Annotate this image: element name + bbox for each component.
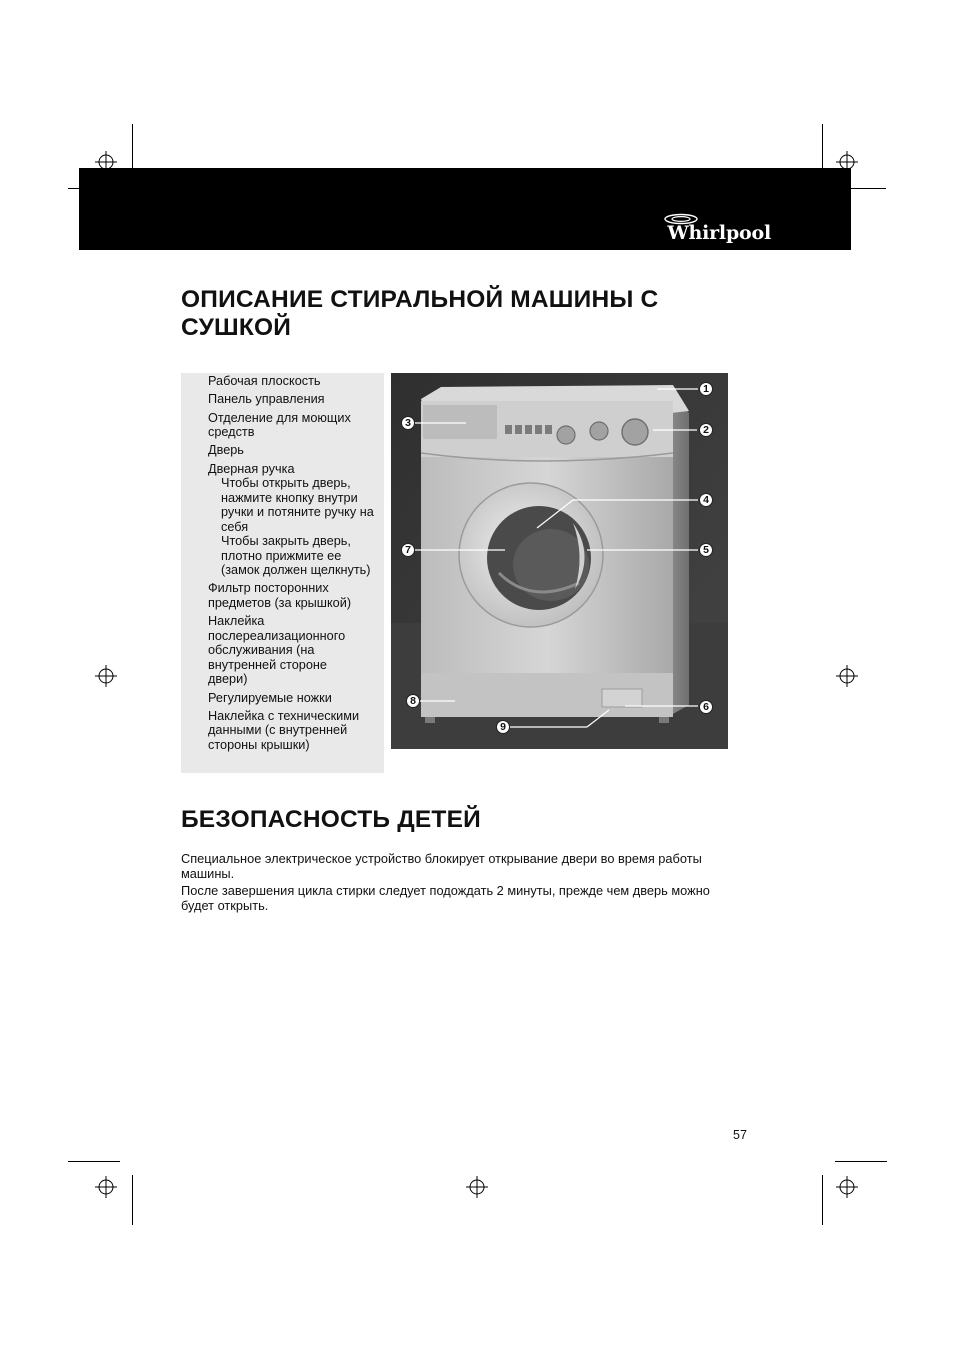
- crop-mark-bottom-left-horizontal: [68, 1161, 120, 1162]
- callout-2: 2: [699, 423, 713, 437]
- registration-mark-icon: [836, 1176, 858, 1198]
- washing-machine-illustration: [391, 373, 728, 749]
- legend-item-label: Рабочая плоскость: [208, 374, 321, 388]
- legend-item: [208, 374, 384, 389]
- washing-machine-photo: [391, 373, 728, 749]
- legend-item-label: Панель управления: [208, 392, 325, 407]
- registration-mark-icon: [95, 665, 117, 687]
- whirlpool-swoosh-icon: [663, 213, 699, 225]
- page-number: 57: [733, 1128, 747, 1142]
- legend-item-label: Наклейка с техническими данными (с внутренней стороны крышки): [208, 708, 360, 752]
- legend-item-label: Регулируемые ножки: [208, 690, 332, 705]
- section-title-description: [181, 286, 658, 342]
- legend-item: [208, 443, 384, 458]
- crop-mark-bottom-left-vertical: [132, 1175, 133, 1225]
- child-safety-paragraph-1: Специальное электрическое устройство блокирует открывание двери во время работы машины.: [181, 851, 702, 881]
- callout-7: 7: [401, 543, 415, 557]
- registration-mark-icon: [95, 1176, 117, 1198]
- header-bar: [79, 168, 851, 250]
- brand-logo: [667, 222, 771, 244]
- crop-mark-bottom-right-vertical: [822, 1175, 823, 1225]
- legend-item: [208, 614, 384, 687]
- brand-name: Whirlpool: [667, 222, 771, 244]
- section-title-line-1: ОПИСАНИЕ СТИРАЛЬНОЙ МАШИНЫ С: [181, 286, 659, 313]
- legend-item-label: Отделение для моющих средств: [208, 410, 351, 440]
- legend-item-label: Дверная ручка: [208, 461, 295, 476]
- callout-3: 3: [401, 416, 415, 430]
- callout-1: 1: [699, 382, 713, 396]
- callout-4: 4: [699, 493, 713, 507]
- child-safety-paragraph-2: После завершения цикла стирки следует подождать 2 минуты, прежде чем дверь можно будет открыть.: [181, 883, 710, 913]
- legend-item-label: Фильтр посторонних предметов (за крышкой): [208, 581, 352, 610]
- legend-item: [208, 411, 384, 440]
- legend-item: [208, 462, 384, 578]
- legend-item: [208, 691, 384, 706]
- parts-legend: [181, 373, 384, 773]
- callout-8: 8: [406, 694, 420, 708]
- callout-5: 5: [699, 543, 713, 557]
- crop-mark-bottom-right-horizontal: [835, 1161, 887, 1162]
- callout-6: 6: [699, 700, 713, 714]
- door-close-instruction: Чтобы закрыть дверь, плотно прижмите ее (замок должен щелкнуть): [221, 534, 371, 578]
- legend-subitems: [221, 476, 378, 578]
- legend-item-label: Дверь: [208, 443, 244, 458]
- section-title-child-safety: БЕЗОПАСНОСТЬ ДЕТЕЙ: [181, 806, 481, 833]
- section-title-line-2: СУШКОЙ: [181, 314, 292, 341]
- legend-item: [208, 709, 384, 753]
- door-open-instruction: Чтобы открыть дверь, нажмите кнопку внутри ручки и потяните ручку на себя: [221, 476, 374, 534]
- registration-mark-icon: [466, 1176, 488, 1198]
- registration-mark-icon: [836, 665, 858, 687]
- callout-9: 9: [496, 720, 510, 734]
- legend-item: [208, 392, 384, 407]
- legend-item-label: Наклейка послереализационного обслуживания (на внутренней стороне двери): [208, 614, 346, 687]
- legend-item: [208, 581, 384, 610]
